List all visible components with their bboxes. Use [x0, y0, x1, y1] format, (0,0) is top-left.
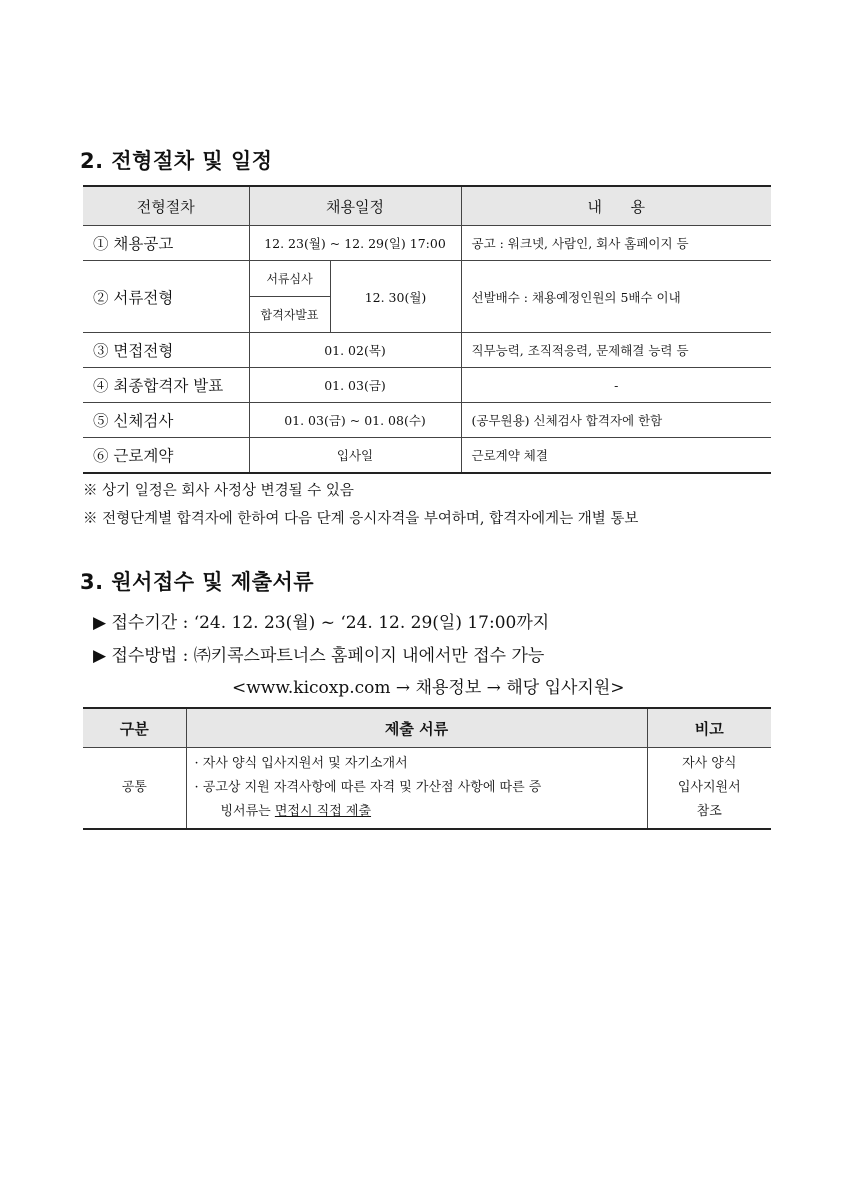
header-content: 내 용: [461, 186, 771, 226]
application-period: ▶ 접수기간 : ‘24. 12. 23(월) ~ ‘24. 12. 29(일) 17:00까지: [93, 613, 550, 633]
table-row: [83, 748, 771, 830]
schedule-table: [83, 185, 771, 474]
table-row: ② 서류전형 서류심사 12. 30(월) 선발배수 : 채용예정인원의 5배수 이내: [83, 261, 771, 297]
table-row: ⑤ 신체검사 01. 03(금) ~ 01. 08(수) (공무원용) 신체검사 합격자에 한함: [83, 403, 771, 438]
section3-title: 3. 원서접수 및 제출서류: [80, 570, 315, 594]
note-schedule-change: ※ 상기 일정은 회사 사정상 변경될 수 있음: [83, 483, 354, 499]
header-remark: 비고: [647, 708, 771, 748]
category-cell: 공통: [83, 748, 186, 830]
application-path: <www.kicoxp.com → 채용정보 → 해당 입사지원>: [232, 678, 625, 698]
table-row: ④ 최종합격자 발표 01. 03(금) -: [83, 368, 771, 403]
table-row: ⑥ 근로계약 입사일 근로계약 체결: [83, 438, 771, 473]
section2-title: 2. 전형절차 및 일정: [80, 149, 273, 173]
header-schedule: 채용일정: [249, 186, 461, 226]
application-method: ▶ 접수방법 : ㈜키콕스파트너스 홈페이지 내에서만 접수 가능: [93, 646, 545, 666]
documents-table: [83, 707, 771, 830]
table-row: ① 채용공고 12. 23(월) ~ 12. 29(일) 17:00 공고 : 워크넷, 사람인, 회사 홈페이지 등: [83, 226, 771, 261]
note-stage-eligibility: ※ 전형단계별 합격자에 한하여 다음 단계 응시자격을 부여하며, 합격자에게는 개별 통보: [83, 511, 639, 527]
remark-cell: 자사 양식 입사지원서 참조: [647, 748, 771, 830]
documents-cell: · 자사 양식 입사지원서 및 자기소개서 · 공고상 지원 자격사항에 따른 자격 및 가산점 사항에 따른 증 빙서류는 면접시 직접 제출: [186, 748, 647, 830]
table-row: ③ 면접전형 01. 02(목) 직무능력, 조직적응력, 문제해결 능력 등: [83, 333, 771, 368]
header-category: 구분: [83, 708, 186, 748]
header-documents: 제출 서류: [186, 708, 647, 748]
header-step: 전형절차: [83, 186, 249, 226]
table-row: 합격자발표: [83, 297, 771, 333]
